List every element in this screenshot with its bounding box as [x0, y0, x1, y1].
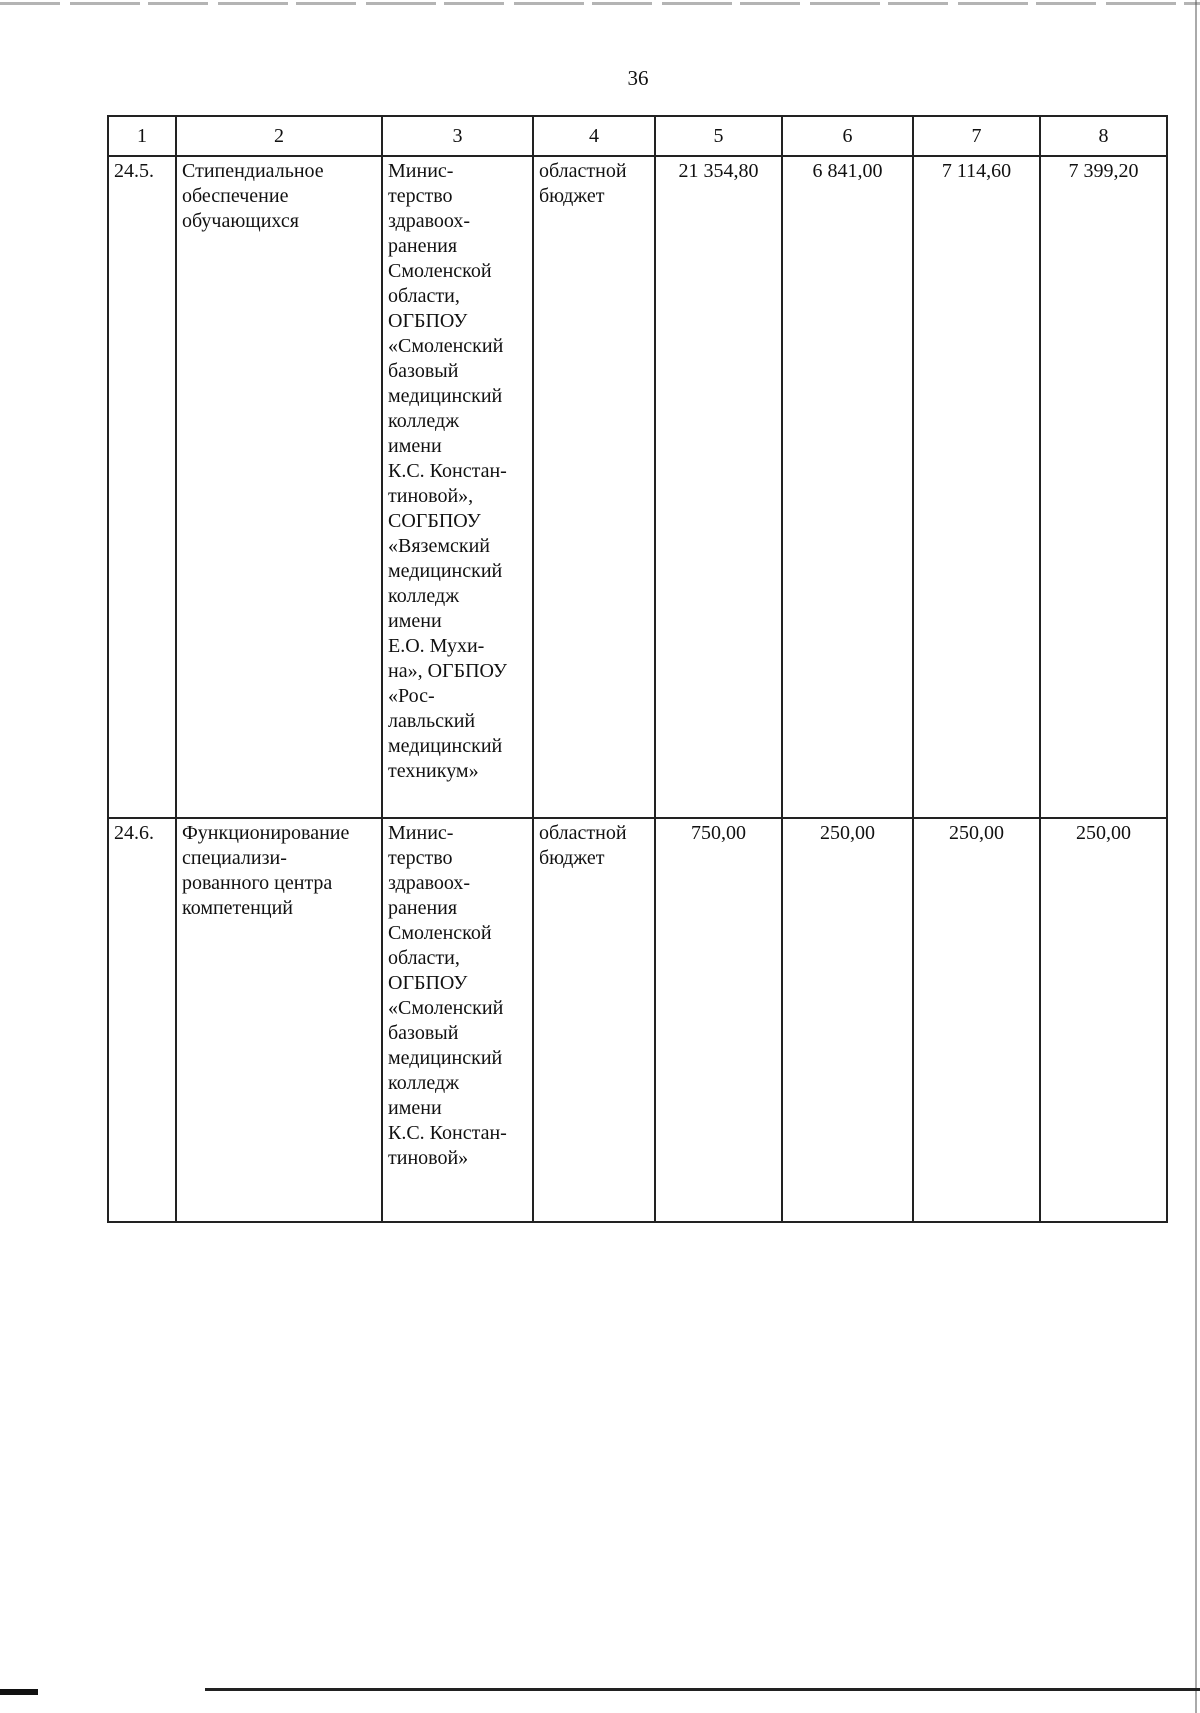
total-amount: 21 354,80 [655, 156, 782, 818]
page-number: 36 [627, 66, 649, 90]
funding-source: областной бюджет [533, 156, 655, 818]
column-header-7: 7 [913, 116, 1040, 156]
scan-artifact-top [0, 2, 1200, 5]
funding-source: областной бюджет [533, 818, 655, 1222]
table-header-row [108, 116, 1167, 156]
row-index: 24.6. [108, 818, 176, 1222]
table-row [108, 156, 1167, 818]
executor-cell: Минис- терство здравоох- ранения Смоленской области, ОГБПОУ «Смоленский базовый медицинский колледж имени К.С. Констан- тиновой» [382, 818, 533, 1222]
column-header-3: 3 [382, 116, 533, 156]
year2-amount: 250,00 [913, 818, 1040, 1222]
year1-amount: 250,00 [782, 818, 913, 1222]
column-header-2: 2 [176, 116, 382, 156]
scan-artifact-bottom [205, 1688, 1200, 1691]
column-header-8: 8 [1040, 116, 1167, 156]
activity-name: Стипендиальное обеспечение обучающихся [176, 156, 382, 818]
year2-amount: 7 114,60 [913, 156, 1040, 818]
program-table [107, 115, 1168, 1223]
scan-artifact-right [1195, 0, 1197, 1713]
column-header-4: 4 [533, 116, 655, 156]
total-amount: 750,00 [655, 818, 782, 1222]
column-header-5: 5 [655, 116, 782, 156]
year3-amount: 250,00 [1040, 818, 1167, 1222]
year3-amount: 7 399,20 [1040, 156, 1167, 818]
year1-amount: 6 841,00 [782, 156, 913, 818]
column-header-6: 6 [782, 116, 913, 156]
column-header-1: 1 [108, 116, 176, 156]
row-index: 24.5. [108, 156, 176, 818]
executor-cell: Минис- терство здравоох- ранения Смоленской области, ОГБПОУ «Смоленский базовый медицинский колледж имени К.С. Констан- тиновой», СОГБПОУ «Вяземский медицинский колледж имени Е.О. Мухи- на», ОГБПОУ «Рос- лавльский медицинский техникум» [382, 156, 533, 818]
scan-artifact-bottom-left [0, 1689, 38, 1695]
table-row [108, 818, 1167, 1222]
activity-name: Функционирование специализи- рованного центра компетенций [176, 818, 382, 1222]
